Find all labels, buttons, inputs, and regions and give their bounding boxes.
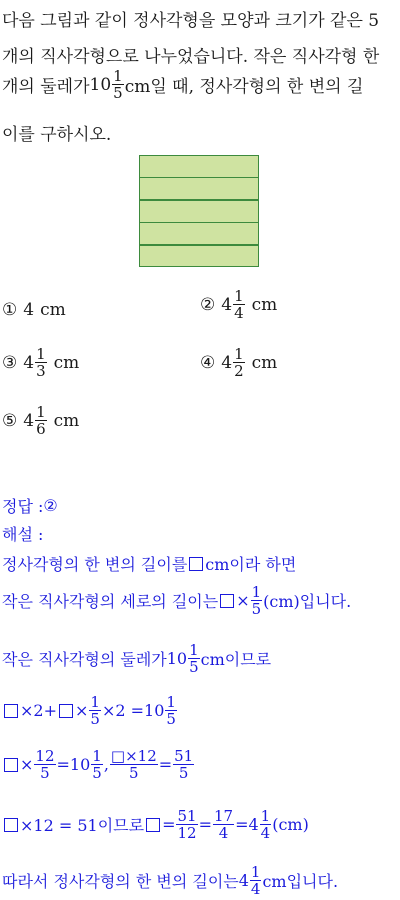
explain-line-1: 정사각형의 한 변의 길이를 cm이라 하면 <box>2 555 297 574</box>
explain-line-7: 따라서 정사각형의 한 변의 길이는 4 $\frac{1}{4}$ cm입니다. <box>2 863 339 898</box>
unknown-box-icon <box>220 594 234 608</box>
perimeter-value: 10 $\frac{1}{5}$ <box>89 67 123 102</box>
square-figure <box>139 155 259 267</box>
option-2[interactable]: ② 4 $\frac{1}{4}$ cm <box>200 287 278 322</box>
unknown-box-icon <box>189 557 203 571</box>
explain-line-2: 작은 직사각형의 세로의 길이는 × $\frac{1}{5}$ (cm)입니다. <box>2 583 352 618</box>
divider-line <box>140 177 258 179</box>
explain-line-5: × $\frac{12}{5}$ = 10 $\frac{1}{5}$ , $\frac{□\times 12}{5}$ = $\frac{51}{5}$ <box>2 748 195 781</box>
divider-line <box>140 222 258 224</box>
question-line-2: 개의 직사각형으로 나누었습니다. 작은 직사각형 한 <box>2 47 380 67</box>
question-line-3: 개의 둘레가 10 $\frac{1}{5}$ cm일 때, 정사각형의 한 변의 길 <box>2 67 364 102</box>
option-3[interactable]: ③ 4 $\frac{1}{3}$ cm <box>2 345 80 380</box>
unknown-box-icon <box>4 704 18 718</box>
explanation-label: 해설 : <box>2 525 44 544</box>
explain-line-6: ×12 = 51이므로 = $\frac{51}{12}$ = $\frac{17}{4}$ = 4 $\frac{1}{4}$ (cm) <box>2 808 309 841</box>
option-4[interactable]: ④ 4 $\frac{1}{2}$ cm <box>200 345 278 380</box>
answer-line: 정답 : ② <box>2 496 58 516</box>
question-line-1: 다음 그림과 같이 정사각형을 모양과 크기가 같은 5 <box>2 11 380 31</box>
unknown-box-icon <box>4 818 18 832</box>
option-1[interactable]: ① 4 cm <box>2 300 66 320</box>
unknown-box-icon <box>59 704 73 718</box>
explain-line-4: ×2+ × $\frac{1}{5}$ ×2 = 10 $\frac{1}{5}$ <box>2 694 178 727</box>
divider-line <box>140 244 258 246</box>
unknown-box-icon <box>4 758 18 772</box>
option-5[interactable]: ⑤ 4 $\frac{1}{6}$ cm <box>2 403 80 438</box>
divider-line <box>140 199 258 201</box>
unknown-box-icon <box>146 818 160 832</box>
question-line-4: 이를 구하시오. <box>2 125 112 145</box>
explain-line-3: 작은 직사각형의 둘레가 10 $\frac{1}{5}$ cm이므로 <box>2 641 272 676</box>
